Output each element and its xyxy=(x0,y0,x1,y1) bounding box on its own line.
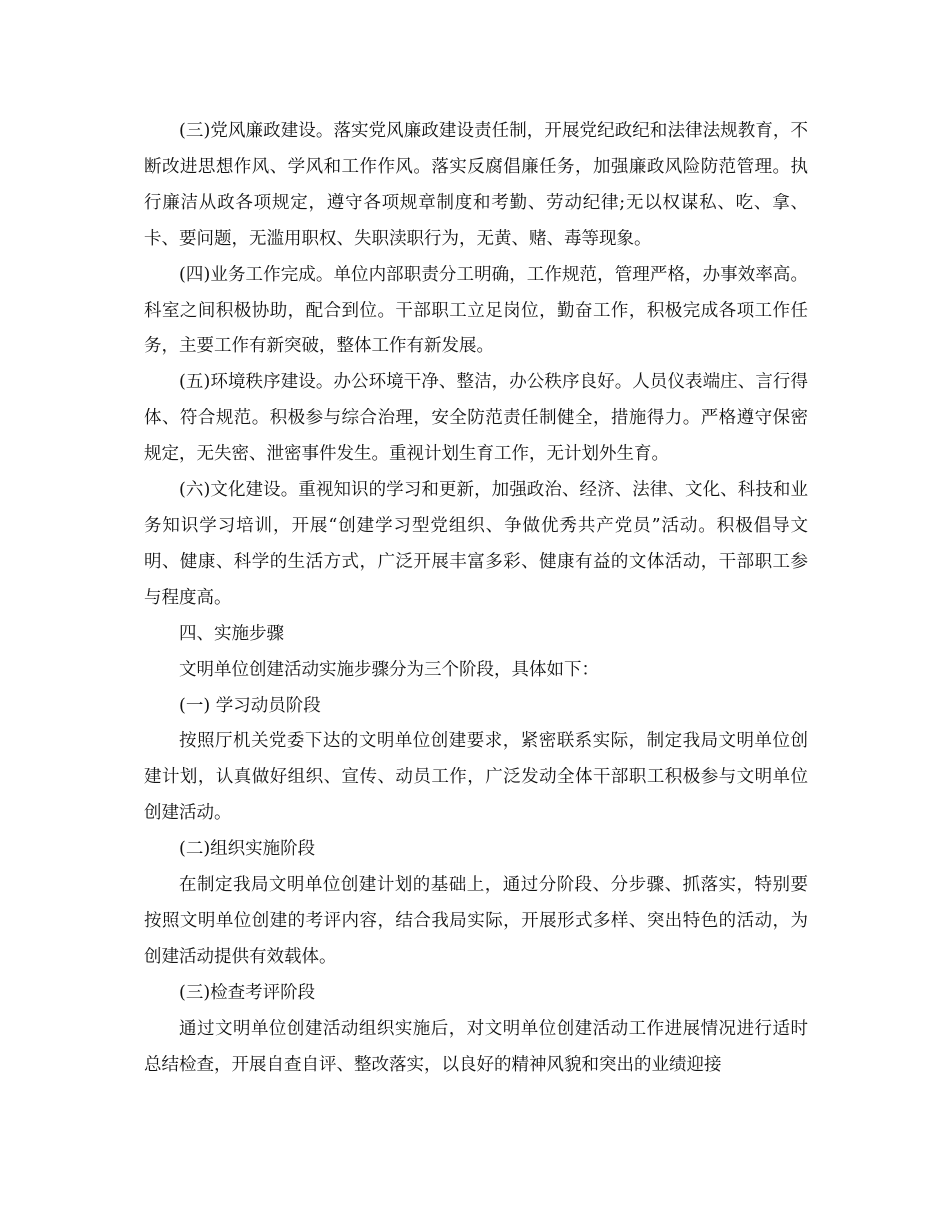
subheading-organize-implement: (二)组织实施阶段 xyxy=(179,839,316,860)
paragraph-business-work: (四)业务工作完成。单位内部职责分工明确，工作规范，管理严格，办事效率高。科室之间积极协助，配合到位。干部职工立足岗位，勤奋工作，积极完成各项工作任务，主要工作有新突破，整体工作有新发展。 xyxy=(144,264,808,357)
document-body xyxy=(144,114,808,1083)
paragraph-culture-building: (六)文化建设。重视知识的学习和更新，加强政治、经济、法律、文化、科技和业务知识学习培训，开展“创建学习型党组织、争做优秀共产党员”活动。积极倡导文明、健康、科学的生活方式，广泛开展丰富多彩、健康有益的文体活动，干部职工参与程度高。 xyxy=(144,480,808,608)
paragraph-organize-implement: 在制定我局文明单位创建计划的基础上，通过分阶段、分步骤、抓落实，特别要按照文明单位创建的考评内容，结合我局实际，开展形式多样、突出特色的活动，为创建活动提供有效载体。 xyxy=(144,875,808,967)
paragraph-inspection-evaluation: 通过文明单位创建活动组织实施后，对文明单位创建活动工作进展情况进行适时总结检查，开展自查自评、整改落实，以良好的精神风貌和突出的业绩迎接 xyxy=(144,1018,808,1075)
paragraph-study-mobilization: 按照厅机关党委下达的文明单位创建要求，紧密联系实际，制定我局文明单位创建计划，认真做好组织、宣传、动员工作，广泛发动全体干部职工积极参与文明单位创建活动。 xyxy=(144,731,808,824)
section-heading-implementation-steps: 四、实施步骤 xyxy=(179,623,284,644)
subheading-inspection-evaluation: (三)检查考评阶段 xyxy=(179,982,316,1003)
subheading-study-mobilization: (一) 学习动员阶段 xyxy=(179,695,321,716)
paragraph-steps-intro: 文明单位创建活动实施步骤分为三个阶段，具体如下： xyxy=(179,659,599,680)
paragraph-environment-order: (五)环境秩序建设。办公环境干净、整洁，办公秩序良好。人员仪表端庄、言行得体、符合规范。积极参与综合治理，安全防范责任制健全，措施得力。严格遵守保密规定，无失密、泄密事件发生。重视计划生育工作，无计划外生育。 xyxy=(144,372,808,465)
paragraph-party-integrity: (三)党风廉政建设。落实党风廉政建设责任制，开展党纪政纪和法律法规教育，不断改进思想作风、学风和工作作风。落实反腐倡廉任务，加强廉政风险防范管理。执行廉洁从政各项规定，遵守各项规章制度和考勤、劳动纪律;无以权谋私、吃、拿、卡、要问题，无滥用职权、失职渎职行为，无黄、赌、毒等现象。 xyxy=(144,121,808,249)
